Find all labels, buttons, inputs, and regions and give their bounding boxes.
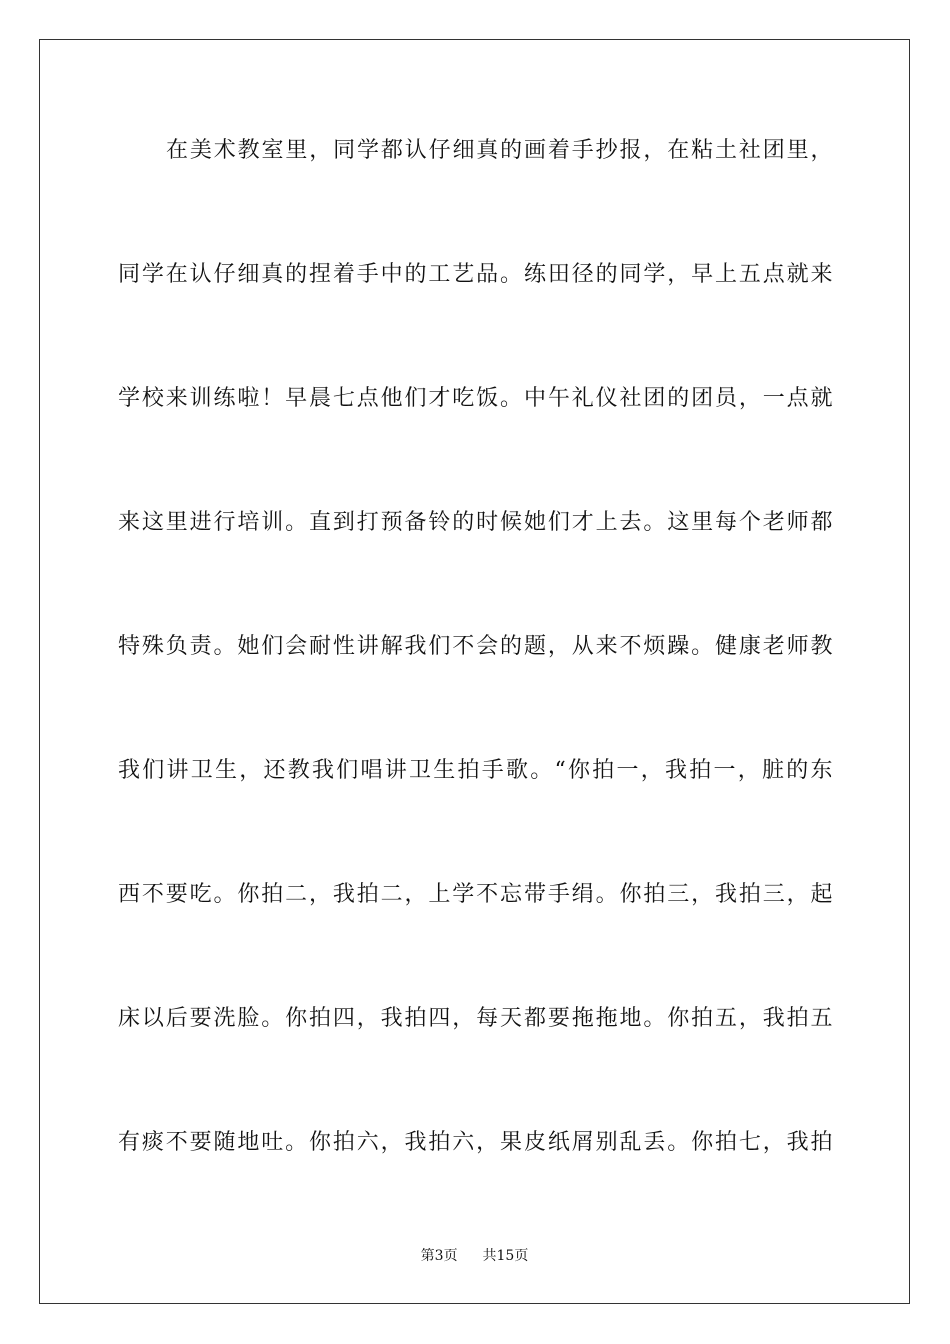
paragraph-line: 我们讲卫生，还教我们唱讲卫生拍手歌。“你拍一，我拍一，脏的东 [118,758,833,783]
paragraph-line: 有痰不要随地吐。你拍六，我拍六，果皮纸屑别乱丢。你拍七，我拍 [118,1130,833,1155]
page-number: 第3页 [420,1248,458,1264]
paragraph-line: 床以后要洗脸。你拍四，我拍四，每天都要拖拖地。你拍五，我拍五 [118,1006,833,1031]
page-total: 共15页 [482,1248,529,1264]
paragraph-line: 同学在认仔细真的捏着手中的工艺品。练田径的同学，早上五点就来 [118,262,833,287]
body-text [40,40,909,1303]
paragraph-line: 西不要吃。你拍二，我拍二，上学不忘带手绢。你拍三，我拍三，起 [118,882,833,907]
paragraph-line: 特殊负责。她们会耐性讲解我们不会的题，从来不烦躁。健康老师教 [118,634,833,659]
page-frame [39,39,910,1304]
paragraph-line: 在美术教室里，同学都认仔细真的画着手抄报，在粘土社团里， [166,138,833,163]
paragraph-line: 学校来训练啦！早晨七点他们才吃饭。中午礼仪社团的团员，一点就 [118,386,833,411]
page-footer [40,1247,909,1265]
paragraph-line: 来这里进行培训。直到打预备铃的时候她们才上去。这里每个老师都 [118,510,833,535]
